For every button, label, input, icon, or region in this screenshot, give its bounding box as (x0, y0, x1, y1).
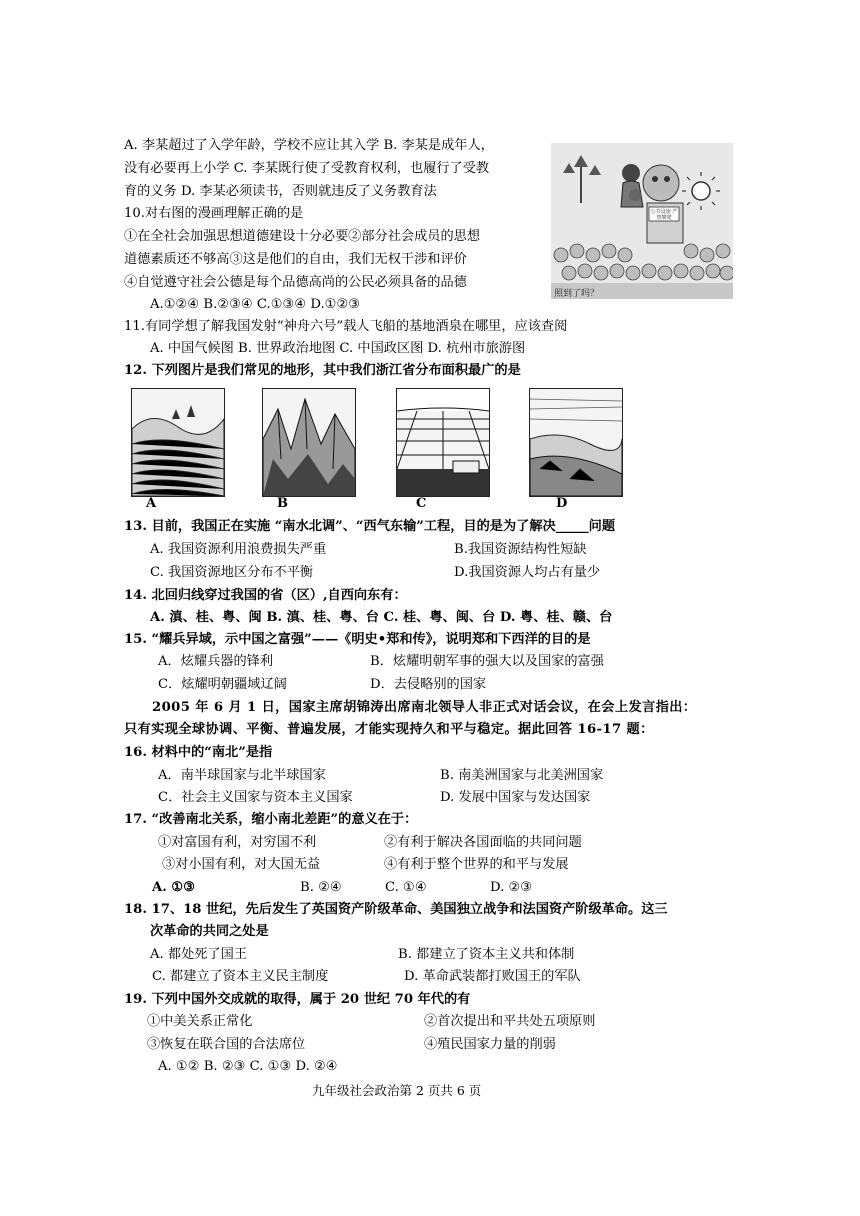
q13-option-c: C. 我国资源地区分布不平衡 (150, 565, 314, 580)
q9-option-line-1: A. 李某超过了入学年龄，学校不应让其入学 B. 李某是成年人， (124, 138, 494, 153)
q15-option-d: D．去侵略别的国家 (370, 677, 487, 692)
landform-image-b (262, 388, 356, 497)
q18-option-d: D. 革命武装都打败国王的军队 (404, 969, 581, 984)
q13-option-b: B.我国资源结构性短缺 (454, 542, 587, 557)
landform-image-d (529, 388, 623, 497)
q17-option-d: D. ②③ (490, 880, 533, 895)
q13-option-d: D.我国资源人均占有量少 (454, 565, 601, 580)
q14-stem: 14. 北回归线穿过我国的省（区）,自西向东有： (124, 588, 407, 603)
q19-stem: 19. 下列中国外交成就的取得，属于 20 世纪 70 年代的有 (124, 992, 471, 1007)
q19-statement-4: ④殖民国家力量的削弱 (424, 1037, 556, 1052)
q11-stem: 11.有同学想了解我国发射“神舟六号”载人飞船的基地酒泉在哪里，应该查阅 (124, 319, 568, 334)
q19-statement-2: ②首次提出和平共处五项原则 (424, 1014, 596, 1029)
landform-label-b: B (277, 496, 288, 511)
landform-image-c (396, 388, 490, 497)
q15-option-a: A．炫耀兵器的锋利 (158, 654, 274, 669)
cartoon-image (551, 143, 733, 299)
q18-option-b: B. 都建立了资本主义共和体制 (398, 947, 575, 962)
q19-statement-3: ③恢复在联合国的合法席位 (147, 1037, 306, 1052)
q17-option-a: A. ①③ (152, 880, 196, 895)
q16-stem: 16. 材料中的“南北”是指 (124, 745, 273, 760)
landform-label-d: D (556, 496, 568, 511)
q17-option-b: B. ②④ (300, 880, 342, 895)
cartoon-caption: 照到了吗？ (554, 289, 600, 299)
q15-option-b: B．炫耀明朝军事的强大以及国家的富强 (370, 654, 604, 669)
q10-stem: 10.对右图的漫画理解正确的是 (124, 206, 304, 221)
q15-option-c: C．炫耀明朝疆域辽阔 (158, 677, 287, 692)
q17-statement-3: ③对小国有利，对大国无益 (162, 857, 321, 872)
q16-option-d: D. 发展中国家与发达国家 (440, 790, 591, 805)
landform-label-a: A (146, 496, 157, 511)
q16-option-b: B. 南美洲国家与北美洲国家 (440, 768, 604, 783)
q19-options: A. ①② B. ②③ C. ①③ D. ②④ (158, 1059, 338, 1074)
q9-option-line-2: 没有必要再上小学 C. 李某既行使了受教育权利，也履行了受教 (124, 161, 490, 176)
landform-label-c: C (416, 496, 427, 511)
material-line-1: 2005 年 6 月 1 日，国家主席胡锦涛出席南北领导人非正式对话会议，在会上发言指出： (152, 700, 697, 715)
q17-statement-2: ②有利于解决各国面临的共同问题 (384, 835, 582, 850)
q17-stem: 17. “改善南北关系，缩小南北差距”的意义在于： (124, 812, 418, 827)
material-line-2: 只有实现全球协调、平衡、普遍发展，才能实现持久和平与稳定。据此回答 16-17 题： (124, 722, 654, 737)
q10-statement-2: 道德素质还不够高③这是他们的自由，我们无权干涉和评价 (124, 252, 467, 267)
q15-stem: 15. “耀兵异域，示中国之富强”——《明史•郑和传》，说明郑和下西洋的目的是 (124, 632, 591, 647)
page-footer: 九年级社会政治第 2 页共 6 页 (312, 1083, 482, 1098)
q10-statement-3: ④自觉遵守社会公德是每个品德高尚的公民必须具备的品德 (124, 275, 467, 290)
q18-option-c: C. 都建立了资本主义民主制度 (152, 969, 329, 984)
q17-statement-1: ①对富国有利，对穷国不利 (158, 835, 317, 850)
q18-option-a: A. 都处死了国王 (150, 947, 248, 962)
q10-statement-1: ①在全社会加强思想道德建设十分必要②部分社会成员的思想 (124, 229, 481, 244)
q9-option-line-3: 育的义务 D. 李某必须读书，否则就违反了义务教育法 (124, 184, 437, 199)
q13-stem: 13. 目前，我国正在实施 “南水北调”、“西气东输”工程，目的是为了解决_____问题 (124, 519, 616, 534)
q12-stem: 12. 下列图片是我们常见的地形，其中我们浙江省分布面积最广的是 (124, 363, 521, 378)
landform-image-a (131, 388, 225, 497)
q14-options: A. 滇、桂、粤、闽 B. 滇、桂、粤、台 C. 桂、粤、闽、台 D. 粤、桂、赣、台 (150, 610, 613, 625)
q13-option-a: A. 我国资源利用浪费损失严重 (150, 542, 327, 557)
q19-statement-1: ①中美关系正常化 (147, 1014, 253, 1029)
cartoon-plaque-text: 公共设施 严禁攀爬 (650, 209, 678, 221)
q17-option-c: C. ①④ (385, 880, 427, 895)
q10-options: A.①②④ B.②③④ C.①③④ D.①②③ (150, 297, 361, 312)
q17-statement-4: ④有利于整个世界的和平与发展 (384, 857, 569, 872)
q11-options: A. 中国气候图 B. 世界政治地图 C. 中国政区图 D. 杭州市旅游图 (150, 341, 526, 356)
q18-stem-line-2: 次革命的共同之处是 (150, 924, 269, 939)
q18-stem-line-1: 18. 17、18 世纪，先后发生了英国资产阶级革命、美国独立战争和法国资产阶级革命。这三 (124, 902, 668, 917)
q16-option-c: C．社会主义国家与资本主义国家 (158, 790, 353, 805)
q16-option-a: A．南半球国家与北半球国家 (158, 768, 326, 783)
